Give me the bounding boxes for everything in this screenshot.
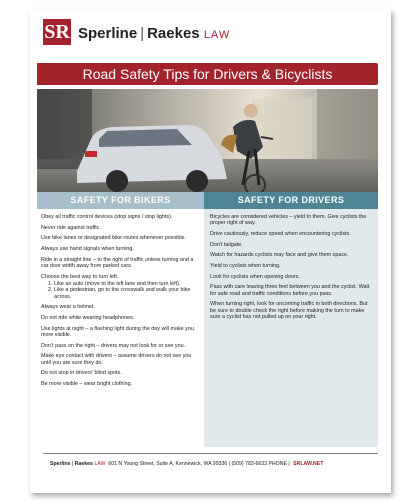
drivers-tip: Look for cyclists when opening doors.	[210, 273, 300, 280]
bikers-tip: Obey all traffic control devices (stop signs / stop lights).	[41, 214, 173, 220]
footer-brand-divider: |	[71, 461, 74, 467]
footer-contact	[50, 459, 378, 469]
left-turn-step: 2. Like a pedestrian, go to the crosswalk and walk your bike across.	[54, 287, 198, 300]
page-title: Road Safety Tips for Drivers & Bicyclists	[37, 63, 378, 85]
left-turn-step: 1. Like an auto (move to the left lane and then turn left).	[54, 281, 198, 287]
drivers-tips	[210, 214, 372, 325]
bikers-heading: SAFETY FOR BIKERS	[37, 192, 204, 209]
drivers-heading: SAFETY FOR DRIVERS	[204, 192, 378, 209]
footer-separator: |	[228, 461, 231, 467]
bikers-tip: Always use hand signals when turning.	[41, 246, 134, 253]
drivers-tip: Don't tailgate.	[210, 241, 243, 248]
bikers-tip: Do not ride while wearing headphones.	[41, 315, 135, 321]
bikers-tip: Use lights at night – a flashing light during the day will make you more visible.	[41, 325, 194, 338]
brand-name-second: Raekes	[147, 25, 200, 42]
footer-address: 601 N Young Street, Suite A, Kennewick, WA 99336	[108, 461, 228, 467]
drivers-tip: Watch for hazards cyclists may face and give them space.	[210, 252, 349, 259]
footer-website-link[interactable]: SRLAW.NET	[293, 461, 324, 467]
bikers-tip: Be more visible – wear bright clothing.	[41, 381, 133, 388]
drivers-tip: When turning right, look for oncoming traffic in both directions. But be sure to double check the right before making the turn to make sure a cyclist has not pulled up on your right.	[210, 301, 368, 320]
bikers-tip: Never ride against traffic.	[41, 224, 101, 231]
brand-divider: |	[140, 25, 145, 42]
brand-name	[78, 24, 230, 44]
footer-phone-label: PHONE	[268, 461, 287, 467]
footer-phone: (509) 783-6633	[231, 461, 267, 467]
brand-name-first: Sperline	[78, 25, 138, 42]
bikers-tip: Choose the best way to turn left.	[41, 273, 119, 280]
drivers-tip: Pass with care leaving three feet between you and the cyclist. Wait for safe road and traffic conditions before you pass.	[210, 284, 370, 297]
footer-brand-first: Sperline	[50, 461, 71, 467]
footer-separator: |	[288, 461, 290, 467]
left-turn-steps	[41, 281, 198, 300]
photo-illustration	[37, 89, 378, 193]
bikers-tips	[41, 214, 198, 392]
tip-sheet	[30, 9, 391, 493]
footer-brand-law: LAW	[94, 461, 106, 467]
footer-brand-second: Raekes	[74, 461, 93, 467]
footer-divider	[43, 453, 378, 454]
bikers-tip: Ride in a straight line – to the right of traffic unless turning and a car door width away from parked cars.	[41, 256, 194, 270]
cyclist-traffic-photo	[37, 89, 378, 193]
brand-law: LAW	[203, 29, 231, 41]
logo-mark: SR	[44, 21, 70, 43]
bikers-tip: Don’t pass on the right – drivers may not look for or see you.	[41, 342, 186, 349]
bikers-tip: Use bike lanes or designated bike routes whenever possible.	[41, 235, 187, 242]
drivers-tip: Drive cautiously, reduce speed when encountering cyclists.	[210, 230, 351, 237]
drivers-tip: Yield to cyclists when turning.	[210, 263, 281, 270]
bikers-tip: Do not stop in drivers' blind spots.	[41, 370, 122, 377]
bikers-tip: Always wear a helmet.	[41, 304, 95, 311]
drivers-tip: Bicycles are considered vehicles – yield to them. Give cyclists the proper right of way.	[210, 214, 367, 227]
bikers-tip: Make eye contact with drivers – assume drivers do not see you until you are sure they do.	[41, 353, 192, 366]
